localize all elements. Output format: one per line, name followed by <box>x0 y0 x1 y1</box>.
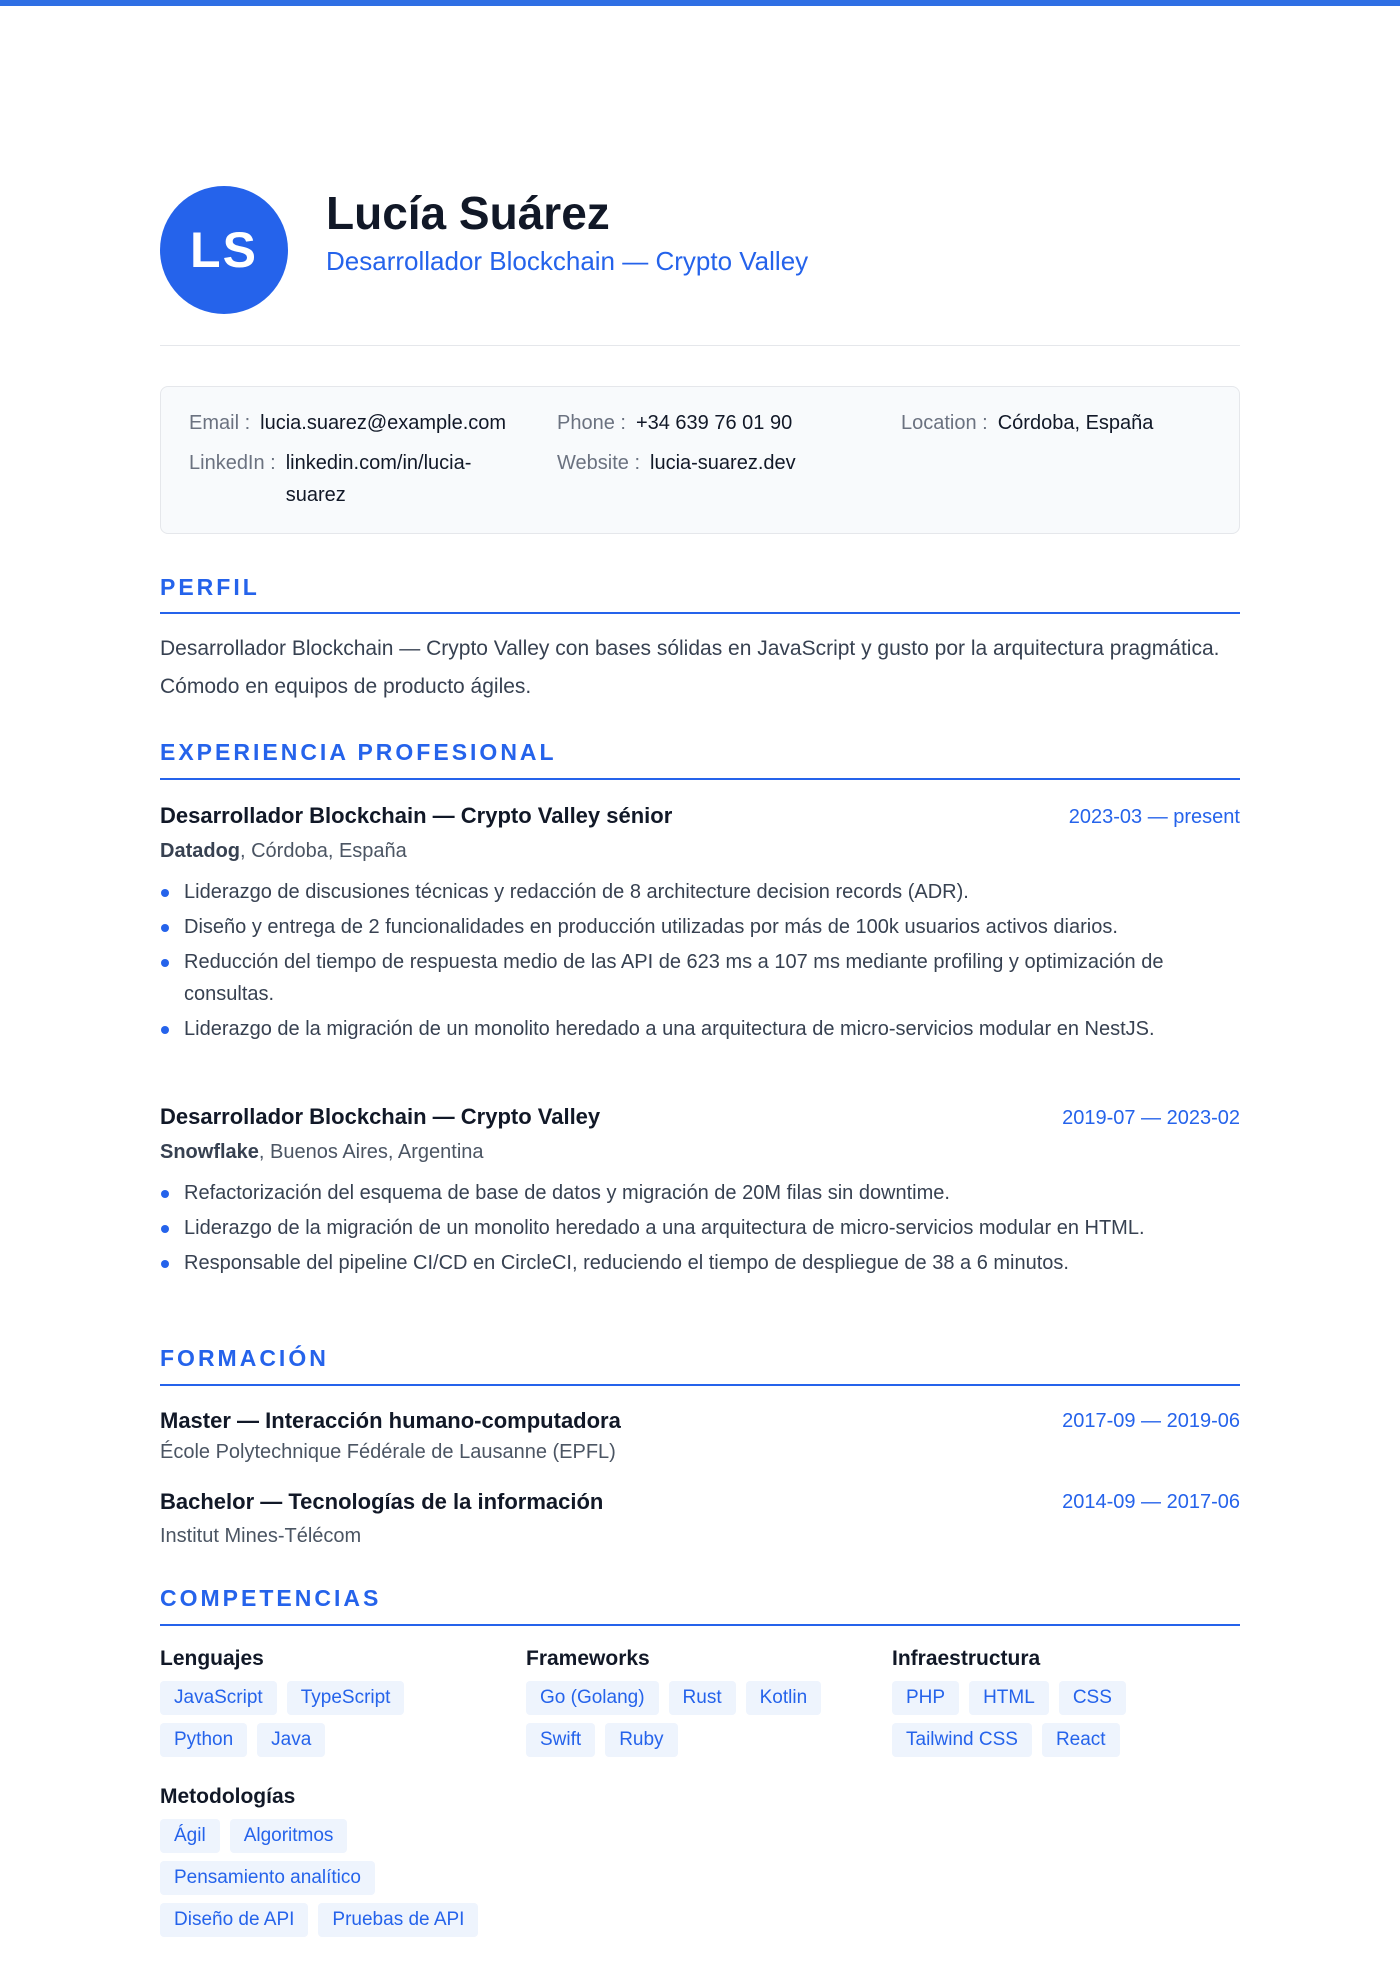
skill-group-name: Lenguajes <box>160 1647 264 1670</box>
education-degree: Bachelor — Tecnologías de la información <box>160 1489 604 1514</box>
skill-group-languages <box>160 1647 500 1757</box>
skill-tag: CSS <box>1059 1681 1126 1715</box>
skill-tag: Tailwind CSS <box>892 1723 1032 1757</box>
section-rule-education <box>160 1384 1240 1386</box>
skill-tag: Go (Golang) <box>526 1681 659 1715</box>
job-title: Desarrollador Blockchain — Crypto Valley <box>160 1104 601 1129</box>
candidate-name: Lucía Suárez <box>326 187 610 239</box>
candidate-role: Desarrollador Blockchain — Crypto Valley <box>326 246 809 276</box>
job-company: Snowflake <box>160 1141 259 1163</box>
skill-tag: Java <box>257 1723 325 1757</box>
contact-website <box>557 447 796 479</box>
skill-tag: Ruby <box>605 1723 677 1757</box>
website-label: Website : <box>557 452 640 474</box>
skill-tag: TypeScript <box>287 1681 405 1715</box>
email-label: Email : <box>189 412 251 434</box>
skill-group-infrastructure <box>892 1647 1232 1757</box>
list-item: Responsable del pipeline CI/CD en CircleCI, reduciendo el tiempo de despliegue de 38 a 6 minutos. <box>160 1247 1240 1279</box>
location-value: Córdoba, España <box>997 412 1154 434</box>
contact-box <box>160 386 1240 534</box>
skill-tag: Ágil <box>160 1819 220 1853</box>
job-dates: 2019-07 — 2023-02 <box>1062 1107 1240 1129</box>
bullet-dot-icon <box>161 1225 169 1233</box>
linkedin-value[interactable]: linkedin.com/in/lucia-suarez <box>285 452 472 506</box>
top-accent-bar <box>0 0 1400 6</box>
bullet-dot-icon <box>161 924 169 932</box>
header-divider <box>160 345 1240 346</box>
job-bullets <box>160 1177 1240 1282</box>
job-location: , Buenos Aires, Argentina <box>258 1141 484 1163</box>
contact-linkedin <box>189 447 496 511</box>
contact-email <box>189 407 506 439</box>
job-company: Datadog <box>160 840 240 862</box>
section-rule-profile <box>160 612 1240 614</box>
skill-tag: Kotlin <box>746 1681 822 1715</box>
education-school: École Polytechnique Fédérale de Lausanne (EPFL) <box>160 1441 616 1463</box>
email-value[interactable]: lucia.suarez@example.com <box>260 412 507 434</box>
education-degree: Master — Interacción humano-computadora <box>160 1408 621 1433</box>
skill-tag: PHP <box>892 1681 959 1715</box>
list-item: Reducción del tiempo de respuesta medio de las API de 623 ms a 107 ms mediante profiling y optimización de consultas. <box>160 946 1240 1010</box>
list-item: Liderazgo de la migración de un monolito heredado a una arquitectura de micro-servicios modular en NestJS. <box>160 1013 1240 1045</box>
job-company-line <box>160 1141 484 1164</box>
skill-tag: Algoritmos <box>230 1819 348 1853</box>
education-school: Institut Mines-Télécom <box>160 1525 362 1547</box>
section-rule-skills <box>160 1624 1240 1626</box>
education-dates: 2017-09 — 2019-06 <box>1062 1410 1240 1432</box>
list-item: Liderazgo de discusiones técnicas y redacción de 8 architecture decision records (ADR). <box>160 876 1240 908</box>
linkedin-label: LinkedIn : <box>189 452 276 474</box>
skill-tag: React <box>1042 1723 1120 1757</box>
website-value[interactable]: lucia-suarez.dev <box>650 452 796 474</box>
skill-tag: Pruebas de API <box>318 1903 478 1937</box>
bullet-dot-icon <box>161 1026 169 1034</box>
section-title-experience: EXPERIENCIA PROFESIONAL <box>160 739 557 765</box>
skill-tag: Pensamiento analítico <box>160 1861 375 1895</box>
profile-text: Desarrollador Blockchain — Crypto Valley con bases sólidas en JavaScript y gusto por la arquitectura pragmática. Cómodo en equipos de producto ágiles. <box>160 637 1220 698</box>
job-dates: 2023-03 — present <box>1068 806 1240 828</box>
skill-group-name: Frameworks <box>526 1647 650 1670</box>
bullet-dot-icon <box>161 889 169 897</box>
avatar: LS <box>160 186 288 314</box>
bullet-dot-icon <box>161 1190 169 1198</box>
skill-group-methodologies <box>160 1785 500 1937</box>
section-title-education: FORMACIÓN <box>160 1345 329 1371</box>
job-company-line <box>160 840 407 863</box>
skill-tag: HTML <box>969 1681 1049 1715</box>
skill-tag: Swift <box>526 1723 595 1757</box>
skill-group-frameworks <box>526 1647 866 1757</box>
skill-tags <box>160 1681 500 1757</box>
job-location: , Córdoba, España <box>240 840 407 862</box>
section-title-skills: COMPETENCIAS <box>160 1585 382 1611</box>
skill-tags <box>892 1681 1232 1757</box>
skill-group-name: Infraestructura <box>892 1647 1041 1670</box>
contact-phone <box>557 407 792 439</box>
phone-label: Phone : <box>557 412 626 434</box>
phone-value[interactable]: +34 639 76 01 90 <box>635 412 793 434</box>
location-label: Location : <box>901 412 988 434</box>
education-dates: 2014-09 — 2017-06 <box>1062 1491 1240 1513</box>
section-rule-experience <box>160 778 1240 780</box>
list-item: Liderazgo de la migración de un monolito heredado a una arquitectura de micro-servicios modular en HTML. <box>160 1212 1240 1244</box>
skill-group-name: Metodologías <box>160 1785 296 1808</box>
contact-location <box>901 407 1153 439</box>
section-title-profile: PERFIL <box>160 574 260 600</box>
skill-tag: JavaScript <box>160 1681 277 1715</box>
bullet-dot-icon <box>161 959 169 967</box>
skill-tag: Rust <box>669 1681 736 1715</box>
list-item: Refactorización del esquema de base de datos y migración de 20M filas sin downtime. <box>160 1177 1240 1209</box>
job-bullets <box>160 876 1240 1048</box>
skill-tags <box>160 1819 500 1937</box>
job-title: Desarrollador Blockchain — Crypto Valley sénior <box>160 803 673 828</box>
list-item: Diseño y entrega de 2 funcionalidades en producción utilizadas por más de 100k usuarios activos diarios. <box>160 911 1240 943</box>
skill-tag: Diseño de API <box>160 1903 308 1937</box>
skill-tag: Python <box>160 1723 247 1757</box>
bullet-dot-icon <box>161 1260 169 1268</box>
skill-tags <box>526 1681 866 1757</box>
resume-header <box>160 186 1240 346</box>
